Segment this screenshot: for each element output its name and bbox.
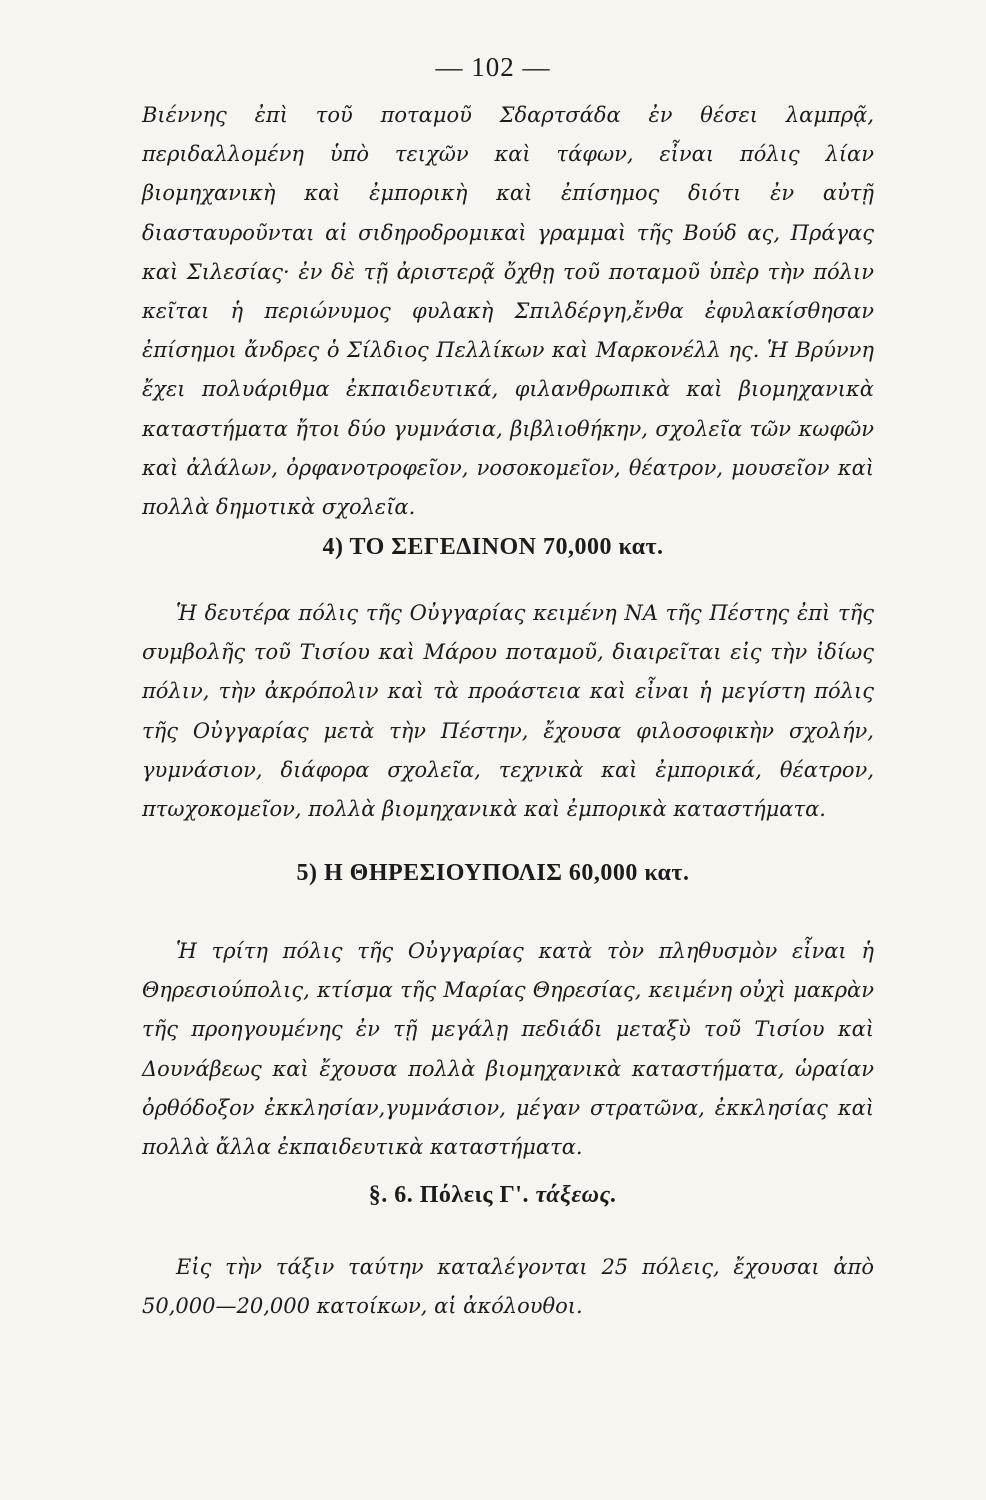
paragraph-theresiopolis: Ἡ τρίτη πόλις τῆς Οὐγγαρίας κατὰ τὸν πληθυσμὸν εἶναι ἡ Θηρεσιούπολις, κτίσμα τῆς Μαρίας Θηρεσίας, κειμένη οὐχὶ μακρὰν τῆς προηγουμένης ἐν τῇ μεγάλῃ πεδιάδι μεταξὺ τοῦ Τισίου καὶ Δουνάβεως καὶ ἔχουσα πολλὰ βιομηχανικὰ καταστήματα, ὡραίαν ὀρθόδοξον ἐκκλησίαν,γυμνάσιον, μέγαν στρατῶνα, ἐκκλησίας καὶ πολλὰ ἄλλα ἐκπαιδευτικὰ καταστήματα.: [142, 939, 874, 1160]
section-title-bold: Πόλεις Γ'.: [419, 1182, 529, 1208]
heading-theresiopolis: 5) Η ΘΗΡΕΣΙΟΥΠΟΛΙΣ 60,000 κατ.: [296, 860, 690, 886]
section-heading-cities-class-3: [0, 1182, 986, 1209]
heading-szeged: 4) ΤΟ ΣΕΓΕΔΙΝΟΝ 70,000 κατ.: [322, 534, 664, 560]
section-title-italic: τάξεως.: [535, 1182, 618, 1208]
section-number: §. 6.: [368, 1182, 414, 1208]
paragraph-brno: Βιέννης ἐπὶ τοῦ ποταμοῦ Σδαρτσάδα ἐν θέσει λαμπρᾷ, περιδαλλομένη ὑπὸ τειχῶν καὶ τάφων, εἶναι πόλις λίαν βιομηχανικὴ καὶ ἐμπορικὴ καὶ ἐπίσημος διότι ἐν αὐτῇ διασταυροῦνται αἱ σιδηροδρομικαὶ γραμμαὶ τῆς Βούδ ας, Πράγας καὶ Σιλεσίας· ἐν δὲ τῇ ἀριστερᾷ ὄχθῃ τοῦ ποταμοῦ ὑπὲρ τὴν πόλιν κεῖται ἡ περιώνυμος φυλακὴ Σπιλδέργη,ἔνθα ἐφυλακίσθησαν ἐπίσημοι ἄνδρες ὁ Σίλδιος Πελλίκων καὶ Μαρκονέλλ ης. Ἡ Βρύννη ἔχει πολυάριθμα ἐκπαιδευτικά, φιλανθρωπικὰ καὶ βιομηχανικὰ καταστήματα ἤτοι δύο γυμνάσια, βιβλιοθήκην, σχολεῖα τῶν κωφῶν καὶ ἀλάλων, ὀρφανοτροφεῖον, νοσοκομεῖον, θέατρον, μουσεῖον καὶ πολλὰ δημοτικὰ σχολεῖα.: [142, 103, 874, 520]
paragraph-class-3-intro: Εἰς τὴν τάξιν ταύτην καταλέγονται 25 πόλεις, ἔχουσαι ἀπὸ 50,000—20,000 κατοίκων, αἱ ἀκόλουθοι.: [142, 1255, 874, 1319]
page-number: — 102 —: [435, 52, 551, 82]
paragraph-szeged: Ἡ δευτέρα πόλις τῆς Οὐγγαρίας κειμένη ΝΑ τῆς Πέστης ἐπὶ τῆς συμβολῆς τοῦ Τισίου καὶ Μάρου ποταμοῦ, διαιρεῖται εἰς τὴν ἰδίως πόλιν, τὴν ἀκρόπολιν καὶ τὰ προάστεια καὶ εἶναι ἡ μεγίστη πόλις τῆς Οὐγγαρίας μετὰ τὴν Πέστην, ἔχουσα φιλοσοφικὴν σχολήν, γυμνάσιον, διάφορα σχολεῖα, τεχνικὰ καὶ ἐμπορικά, θέατρον, πτωχοκομεῖον, πολλὰ βιομηχανικὰ καὶ ἐμπορικὰ καταστήματα.: [142, 601, 874, 822]
